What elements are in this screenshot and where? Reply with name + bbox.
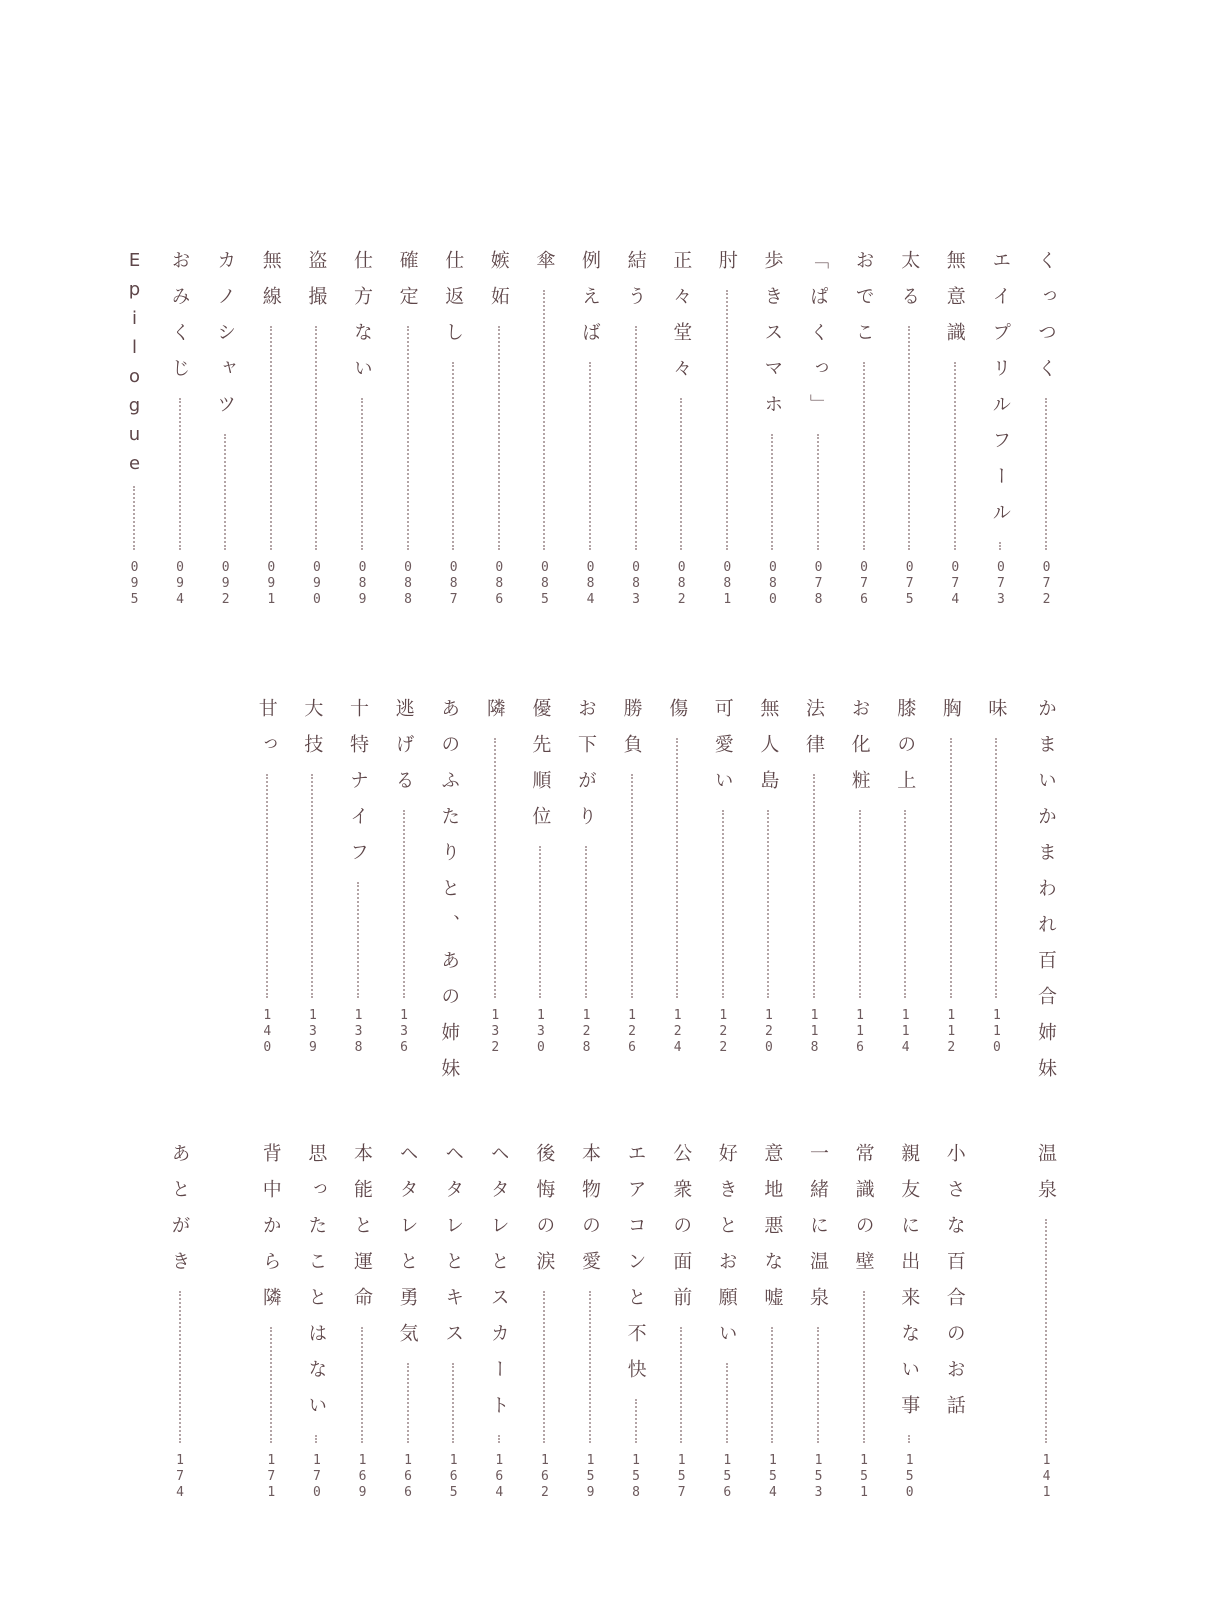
section-heading: あのふたりと、あの姉妹 <box>438 698 461 1094</box>
dot-leader <box>767 810 769 998</box>
entry-title: 勝負 <box>620 698 643 770</box>
toc-entry[interactable] <box>665 250 697 625</box>
toc-entry[interactable] <box>756 1143 788 1518</box>
toc-entry[interactable] <box>528 250 560 625</box>
entry-title: お下がり <box>575 698 597 842</box>
page-number: 082 <box>674 560 690 608</box>
entry-title: 逃げる <box>392 698 415 806</box>
dot-leader <box>498 1435 500 1443</box>
toc-entry[interactable] <box>802 1143 834 1518</box>
page-number: 170 <box>309 1453 325 1501</box>
page-number: 128 <box>579 1008 594 1056</box>
page-number: 110 <box>989 1008 1005 1056</box>
dot-leader <box>224 434 226 550</box>
entry-title: ヘタレと勇気 <box>396 1143 419 1359</box>
dot-leader <box>543 290 545 550</box>
toc-entry[interactable] <box>939 250 971 625</box>
toc-entry[interactable] <box>437 1143 469 1518</box>
entry-title: 大技 <box>301 698 324 770</box>
toc-entry[interactable] <box>570 698 602 1073</box>
page-number: 072 <box>1039 560 1054 608</box>
toc-entry[interactable] <box>756 250 788 625</box>
toc-entry[interactable] <box>255 1143 287 1518</box>
entry-title: 仕返し <box>442 250 465 358</box>
page-number: 126 <box>624 1008 640 1056</box>
page-number: 122 <box>715 1008 731 1056</box>
page-number: 174 <box>172 1453 188 1501</box>
toc-entry[interactable] <box>251 698 283 1073</box>
page-number: 094 <box>172 560 188 608</box>
entry-title: 味 <box>985 698 1008 734</box>
entry-title: 膝の上 <box>894 698 917 806</box>
entry-title: あとがき <box>168 1143 191 1287</box>
dot-leader <box>680 1327 682 1443</box>
toc-entry[interactable] <box>479 698 511 1073</box>
toc-entry[interactable] <box>118 250 150 625</box>
entry-title: 結う <box>624 250 647 322</box>
page-number: 083 <box>628 560 644 608</box>
toc-entry[interactable] <box>889 698 921 1073</box>
page-number: 150 <box>902 1453 918 1501</box>
entry-title: 隣 <box>483 698 506 734</box>
entry-title: ヘタレとキス <box>442 1143 465 1359</box>
dot-leader <box>539 846 541 998</box>
dot-leader <box>1045 1219 1047 1443</box>
page-number: 154 <box>765 1453 781 1501</box>
page-number: 073 <box>993 560 1009 608</box>
toc-entry[interactable] <box>296 698 328 1073</box>
entry-title: 一緒に温泉 <box>807 1143 829 1323</box>
entry-title: 常識の壁 <box>852 1143 875 1287</box>
entry-title: 可愛い <box>711 698 734 806</box>
dot-leader <box>270 1327 272 1443</box>
page-number: 074 <box>947 560 963 608</box>
entry-title: 十特ナイフ <box>347 698 369 878</box>
toc-entry[interactable] <box>164 1143 196 1518</box>
page-number: 157 <box>674 1453 690 1501</box>
toc-entry[interactable] <box>1030 250 1062 625</box>
toc-entry[interactable] <box>893 1143 925 1518</box>
toc-entry[interactable] <box>935 698 967 1073</box>
dot-leader <box>452 362 454 550</box>
page-number: 084 <box>583 560 598 608</box>
page-number: 076 <box>856 560 872 608</box>
dot-leader <box>676 738 678 998</box>
entry-title: 嫉妬 <box>487 250 510 322</box>
toc-entry[interactable] <box>1030 1143 1062 1518</box>
dot-leader <box>179 398 181 550</box>
toc-entry[interactable] <box>711 250 743 625</box>
toc-entry[interactable] <box>346 1143 378 1518</box>
dot-leader <box>311 774 313 998</box>
dot-leader <box>361 398 363 550</box>
dot-leader <box>817 434 819 550</box>
toc-entry[interactable] <box>342 698 374 1073</box>
toc-entry[interactable] <box>711 1143 743 1518</box>
dot-leader <box>589 362 591 550</box>
entry-title: 意地悪な嘘 <box>761 1143 784 1323</box>
toc-block-2 <box>100 698 1100 1094</box>
toc-entry[interactable] <box>616 698 648 1073</box>
dot-leader <box>863 362 865 550</box>
dot-leader <box>908 326 910 550</box>
toc-entry[interactable] <box>392 1143 424 1518</box>
dot-leader <box>407 1363 409 1443</box>
page-number: 118 <box>807 1008 822 1056</box>
toc-entry[interactable] <box>980 698 1012 1073</box>
dot-leader <box>904 810 906 998</box>
toc-entry[interactable] <box>209 250 241 625</box>
entry-title: 優先順位 <box>529 698 552 842</box>
entry-title: 歩きスマホ <box>761 250 784 430</box>
page-number: 078 <box>811 560 826 608</box>
page-number: 085 <box>537 560 553 608</box>
toc-entry[interactable] <box>524 698 556 1073</box>
page-number: 136 <box>396 1008 412 1056</box>
entry-title: 太る <box>898 250 921 322</box>
dot-leader <box>315 326 317 550</box>
dot-leader <box>133 486 135 550</box>
toc-entry[interactable] <box>665 1143 697 1518</box>
entry-title: 背中から隣 <box>259 1143 282 1323</box>
page-number: 165 <box>446 1453 462 1501</box>
toc-entry[interactable] <box>388 698 420 1073</box>
dot-leader <box>950 738 952 998</box>
page-number: 169 <box>355 1453 370 1501</box>
page-number: 153 <box>811 1453 826 1501</box>
page-number: 159 <box>583 1453 598 1501</box>
page-number: 091 <box>263 560 279 608</box>
dot-leader <box>407 326 409 550</box>
dot-leader <box>270 326 272 550</box>
dot-leader <box>908 1435 910 1443</box>
dot-leader <box>543 1291 545 1443</box>
dot-leader <box>635 326 637 550</box>
entry-title: 本能と運命 <box>351 1143 373 1323</box>
dot-leader <box>1045 398 1047 550</box>
page-number: 171 <box>263 1453 279 1501</box>
section-heading: かまいかまわれ百合姉妹 <box>1035 698 1057 1094</box>
dot-leader <box>680 398 682 550</box>
entry-title: 法律 <box>803 698 825 770</box>
entry-title: おみくじ <box>168 250 191 394</box>
entry-title: 傘 <box>533 250 556 286</box>
page-number: 162 <box>537 1453 553 1501</box>
page-number: 112 <box>943 1008 959 1056</box>
toc-entry[interactable] <box>300 1143 332 1518</box>
dot-leader <box>635 1399 637 1443</box>
page-number: 075 <box>902 560 918 608</box>
toc-entry[interactable] <box>574 1143 606 1518</box>
entry-title: 後悔の涙 <box>533 1143 556 1287</box>
page-number: 141 <box>1039 1453 1054 1501</box>
page-number: 087 <box>446 560 462 608</box>
page-number: 086 <box>491 560 507 608</box>
page-number: 138 <box>351 1008 366 1056</box>
page-number: 164 <box>491 1453 507 1501</box>
toc-entry[interactable] <box>802 250 834 625</box>
section-heading: 小さな百合のお話 <box>943 1143 966 1431</box>
dot-leader <box>726 290 728 550</box>
page-number: 092 <box>218 560 234 608</box>
toc-entry[interactable] <box>752 698 784 1073</box>
entry-title: 公衆の面前 <box>670 1143 693 1323</box>
dot-leader <box>266 774 268 998</box>
entry-title: 肘 <box>715 250 738 286</box>
toc-entry[interactable] <box>893 250 925 625</box>
toc-block-1 <box>100 250 1100 625</box>
page-number: 120 <box>761 1008 777 1056</box>
entry-title: エアコンと不快 <box>624 1143 647 1395</box>
dot-leader <box>726 1363 728 1443</box>
toc-entry[interactable] <box>848 250 880 625</box>
entry-title: 無意識 <box>943 250 966 358</box>
page-number: 095 <box>127 560 142 608</box>
page-number: 124 <box>670 1008 686 1056</box>
entry-title: 盗撮 <box>305 250 328 322</box>
entry-title: 甘っ <box>255 698 278 770</box>
entry-title: おでこ <box>852 250 875 358</box>
dot-leader <box>498 326 500 550</box>
entry-title: お化粧 <box>848 698 871 806</box>
entry-title: 「ぱくっ」 <box>807 250 829 430</box>
page-number: 090 <box>309 560 325 608</box>
entry-title: ヘタレとスカート <box>487 1143 510 1431</box>
dot-leader <box>859 810 861 998</box>
dot-leader <box>954 362 956 550</box>
dot-leader <box>585 846 587 998</box>
entry-title: 傷 <box>666 698 689 734</box>
entry-title: 胸 <box>939 698 962 734</box>
page-number: 151 <box>856 1453 872 1501</box>
toc-entry[interactable] <box>661 698 693 1073</box>
entry-title: 無人島 <box>757 698 780 806</box>
toc-entry[interactable] <box>300 250 332 625</box>
dot-leader <box>722 810 724 998</box>
dot-leader <box>863 1291 865 1443</box>
toc-entry[interactable] <box>483 250 515 625</box>
entry-title: Epilogue <box>124 250 145 482</box>
page-number: 114 <box>898 1008 914 1056</box>
page-number: 081 <box>719 560 735 608</box>
toc-entry[interactable] <box>346 250 378 625</box>
toc-entry[interactable] <box>798 698 830 1073</box>
dot-leader <box>771 1327 773 1443</box>
entry-title: 無線 <box>259 250 282 322</box>
dot-leader <box>357 882 359 998</box>
dot-leader <box>813 774 815 998</box>
toc-entry[interactable] <box>984 250 1016 625</box>
dot-leader <box>589 1291 591 1443</box>
dot-leader <box>403 810 405 998</box>
entry-title: エイプリルフール <box>989 250 1012 538</box>
page-number: 089 <box>355 560 370 608</box>
toc-entry[interactable] <box>848 1143 880 1518</box>
entry-title: カノシャツ <box>214 250 237 430</box>
page-number: 116 <box>852 1008 868 1056</box>
dot-leader <box>817 1327 819 1443</box>
entry-title: くっつく <box>1035 250 1057 394</box>
page-number: 080 <box>765 560 781 608</box>
dot-leader <box>452 1363 454 1443</box>
toc-entry[interactable] <box>620 1143 652 1518</box>
page-number: 139 <box>305 1008 321 1056</box>
dot-leader <box>995 738 997 998</box>
dot-leader <box>494 738 496 998</box>
page-number: 140 <box>259 1008 275 1056</box>
entry-title: 正々堂々 <box>670 250 693 394</box>
page-number: 156 <box>719 1453 735 1501</box>
page-number: 130 <box>533 1008 549 1056</box>
page-number: 166 <box>400 1453 416 1501</box>
entry-title: 確定 <box>396 250 419 322</box>
dot-leader <box>179 1291 181 1443</box>
dot-leader <box>315 1435 317 1443</box>
page-number: 132 <box>487 1008 503 1056</box>
dot-leader <box>361 1327 363 1443</box>
dot-leader <box>771 434 773 550</box>
entry-title: 例えば <box>579 250 601 358</box>
toc-entry[interactable] <box>574 250 606 625</box>
dot-leader <box>999 542 1001 550</box>
toc-entry[interactable] <box>707 698 739 1073</box>
toc-entry[interactable] <box>528 1143 560 1518</box>
toc-entry[interactable] <box>483 1143 515 1518</box>
entry-title: 好きとお願い <box>715 1143 738 1359</box>
toc-block-3 <box>100 1143 1100 1518</box>
toc-entry[interactable] <box>844 698 876 1073</box>
entry-title: 温泉 <box>1035 1143 1057 1215</box>
page-number: 158 <box>628 1453 644 1501</box>
dot-leader <box>631 774 633 998</box>
toc-entry[interactable] <box>255 250 287 625</box>
toc-entry[interactable] <box>164 250 196 625</box>
page-number: 088 <box>400 560 416 608</box>
entry-title: 親友に出来ない事 <box>898 1143 921 1431</box>
toc-entry[interactable] <box>620 250 652 625</box>
entry-title: 仕方ない <box>351 250 373 394</box>
toc-entry[interactable] <box>437 250 469 625</box>
toc-entry[interactable] <box>392 250 424 625</box>
entry-title: 思ったことはない <box>305 1143 328 1431</box>
entry-title: 本物の愛 <box>579 1143 601 1287</box>
